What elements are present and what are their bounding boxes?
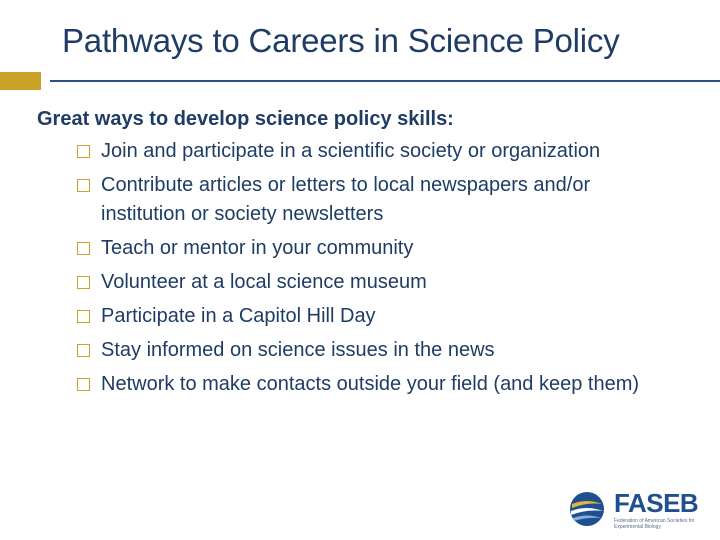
checkbox-bullet-icon xyxy=(77,179,90,192)
bullet-text: Teach or mentor in your community xyxy=(101,237,414,259)
logo-tagline: Federation of American Societies for Experimental Biology xyxy=(614,518,695,530)
checkbox-bullet-icon xyxy=(77,242,90,255)
checkbox-bullet-icon xyxy=(77,310,90,323)
checkbox-bullet-icon xyxy=(77,145,90,158)
bullet-item xyxy=(37,370,661,399)
bullet-text: Volunteer at a local science museum xyxy=(101,271,427,293)
checkbox-bullet-icon xyxy=(77,344,90,357)
faseb-globe-icon xyxy=(568,490,606,528)
bullet-item xyxy=(37,336,661,365)
bullet-item xyxy=(37,268,661,297)
faseb-logo xyxy=(568,488,713,532)
content-heading: Great ways to develop science policy skills: xyxy=(37,108,454,130)
bullet-text: Network to make contacts outside your field (and keep them) xyxy=(101,373,640,395)
bullet-item xyxy=(37,234,661,263)
logo-wordmark: FASEB xyxy=(614,488,699,518)
accent-square xyxy=(0,72,41,90)
bullet-text: Stay informed on science issues in the news xyxy=(101,339,495,361)
bullet-text: Contribute articles or letters to local newspapers and/or institution or society newsletters xyxy=(101,174,591,225)
bullet-text: Participate in a Capitol Hill Day xyxy=(101,305,376,327)
bullet-text: Join and participate in a scientific society or organization xyxy=(101,140,601,162)
bullet-list xyxy=(37,137,677,399)
bullet-item xyxy=(37,171,661,229)
slide-content xyxy=(37,108,677,404)
checkbox-bullet-icon xyxy=(77,378,90,391)
title-divider xyxy=(50,80,720,82)
slide-title: Pathways to Careers in Science Policy xyxy=(62,22,620,59)
bullet-item xyxy=(37,137,661,166)
checkbox-bullet-icon xyxy=(77,276,90,289)
bullet-item xyxy=(37,302,661,331)
